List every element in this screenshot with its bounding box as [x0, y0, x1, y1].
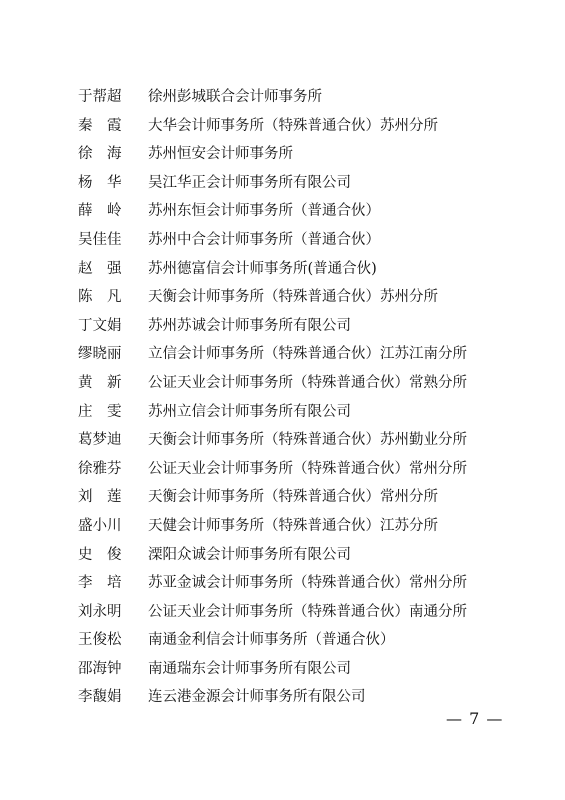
- firm-name: 苏州中合会计师事务所（普通合伙）: [148, 231, 380, 248]
- firm-name: 天衡会计师事务所（特殊普通合伙）苏州分所: [148, 289, 438, 306]
- firm-name: 南通瑞东会计师事务所有限公司: [148, 660, 351, 677]
- person-name: 徐雅芬: [78, 460, 122, 477]
- list-item: [78, 369, 538, 398]
- firm-name: 苏州苏诚会计师事务所有限公司: [148, 317, 351, 334]
- person-name: 李馥娟: [78, 689, 122, 706]
- list-item: [78, 683, 538, 712]
- person-name: 吴佳佳: [78, 231, 122, 248]
- firm-name: 徐州彭城联合会计师事务所: [148, 89, 322, 105]
- firm-name: 天衡会计师事务所（特殊普通合伙）苏州勤业分所: [148, 432, 467, 449]
- list-item: [78, 398, 538, 427]
- person-name: 庄 雯: [78, 403, 122, 420]
- firm-name: 天衡会计师事务所（特殊普通合伙）常州分所: [148, 489, 438, 506]
- person-name: 赵 强: [78, 260, 122, 277]
- page-number: — 7 —: [446, 709, 504, 728]
- firm-name: 连云港金源会计师事务所有限公司: [148, 689, 366, 706]
- firm-name: 立信会计师事务所（特殊普通合伙）江苏江南分所: [148, 346, 467, 363]
- list-item: [78, 169, 538, 198]
- firm-name: 大华会计师事务所（特殊普通合伙）苏州分所: [148, 117, 438, 134]
- person-name: 王俊松: [78, 632, 122, 649]
- list-item: [78, 455, 538, 484]
- person-name: 黄 新: [78, 374, 122, 391]
- list-item: [78, 283, 538, 312]
- person-name: 刘永明: [78, 603, 122, 620]
- firm-name: 苏州恒安会计师事务所: [148, 146, 293, 163]
- accountant-list: [78, 83, 538, 712]
- person-name: 刘 莲: [78, 489, 122, 506]
- firm-name: 公证天业会计师事务所（特殊普通合伙）常州分所: [148, 460, 467, 477]
- list-item: [78, 541, 538, 570]
- list-item: [78, 426, 538, 455]
- person-name: 秦 霞: [78, 117, 122, 134]
- list-item: [78, 197, 538, 226]
- firm-name: 南通金利信会计师事务所（普通合伙）: [148, 632, 395, 649]
- list-item: [78, 83, 538, 112]
- firm-name: 苏州德富信会计师事务所(普通合伙): [148, 260, 377, 277]
- person-name: 薛 岭: [78, 203, 122, 220]
- list-item: [78, 512, 538, 541]
- list-item: [78, 626, 538, 655]
- person-name: 丁文娟: [78, 317, 122, 334]
- list-item: [78, 655, 538, 684]
- person-name: 邵海钟: [78, 660, 122, 677]
- person-name: 史 俊: [78, 546, 122, 563]
- person-name: 杨 华: [78, 174, 122, 191]
- person-name: 于帮超: [78, 89, 122, 105]
- person-name: 徐 海: [78, 146, 122, 163]
- person-name: 盛小川: [78, 517, 122, 534]
- list-item: [78, 312, 538, 341]
- person-name: 李 培: [78, 575, 122, 592]
- list-item: [78, 112, 538, 141]
- firm-name: 苏亚金诚会计师事务所（特殊普通合伙）常州分所: [148, 575, 467, 592]
- list-item: [78, 598, 538, 627]
- person-name: 葛梦迪: [78, 432, 122, 449]
- list-item: [78, 569, 538, 598]
- person-name: 陈 凡: [78, 289, 122, 306]
- firm-name: 公证天业会计师事务所（特殊普通合伙）常熟分所: [148, 374, 467, 391]
- firm-name: 吴江华正会计师事务所有限公司: [148, 174, 351, 191]
- firm-name: 天健会计师事务所（特殊普通合伙）江苏分所: [148, 517, 438, 534]
- firm-name: 溧阳众诚会计师事务所有限公司: [148, 546, 351, 563]
- firm-name: 苏州东恒会计师事务所（普通合伙）: [148, 203, 380, 220]
- list-item: [78, 483, 538, 512]
- list-item: [78, 140, 538, 169]
- list-item: [78, 255, 538, 284]
- list-item: [78, 226, 538, 255]
- firm-name: 苏州立信会计师事务所有限公司: [148, 403, 351, 420]
- person-name: 缪晓丽: [78, 346, 122, 363]
- firm-name: 公证天业会计师事务所（特殊普通合伙）南通分所: [148, 603, 467, 620]
- list-item: [78, 340, 538, 369]
